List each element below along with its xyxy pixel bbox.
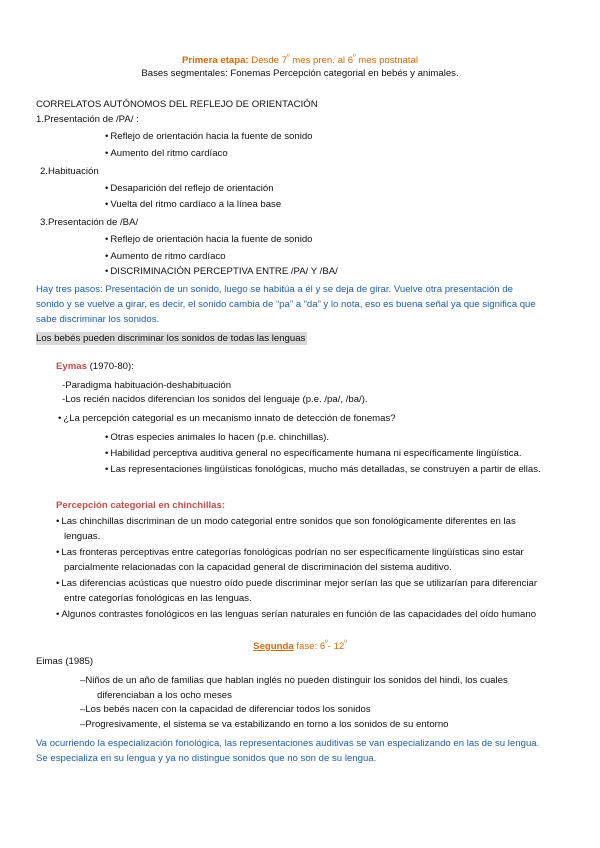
eimas-heading: Eimas (1985) xyxy=(36,656,94,667)
author-name: Eymas xyxy=(56,361,87,372)
eymas-heading: Eymas (1970-80): xyxy=(56,361,134,372)
eymas-line: -Los recién nacidos diferencian los sonidos del lenguaje (p.e. /pa/, /ba/). xyxy=(62,394,368,405)
note-line: sabe discriminar los sonidos. xyxy=(36,314,160,325)
chinchillas-heading: Percepción categorial en chinchillas: xyxy=(56,500,226,511)
list-item: • Las diferencias acústicas que nuestro oído puede discriminar mejor serían las que se utilizarían para diferenciar xyxy=(56,578,537,590)
list-item: • Las fronteras perceptivas entre categorías fonológicas podrían no ser específicamente lingüísticas sino estar xyxy=(56,547,524,559)
phase-label: Segunda xyxy=(253,641,294,653)
stage-subtitle: Bases segmentales: Fonemas Percepción categorial en bebés y animales. xyxy=(141,68,459,79)
list-item: • Las representaciones lingüísticas fonológicas, mucho más detalladas, se construyen a partir de ellas. xyxy=(105,464,541,476)
list-item: • DISCRIMINACIÓN PERCEPTIVA ENTRE /PA/ Y /BA/ xyxy=(105,266,338,278)
dash-item-continuation: diferenciaban a los ocho meses xyxy=(97,690,232,701)
note-line: Se especializa en su lengua y ya no distingue sonidos que no son de su lengua. xyxy=(36,753,377,764)
note-line: Va ocurriendo la especialización fonológica, las representaciones auditivas se van especializando en las de su lengua. xyxy=(36,738,540,749)
list-item: • Reflejo de orientación hacia la fuente de sonido xyxy=(105,131,313,143)
list-item: • Otras especies animales lo hacen (p.e. chinchillas). xyxy=(105,432,329,444)
list-item: • Vuelta del ritmo cardíaco a la línea base xyxy=(105,199,281,211)
stage-title: Primera etapa: Desde $7^º$ mes pren. al $6^º$ mes postnatal xyxy=(181,54,419,67)
list-item: • Aumento de ritmo cardíaco xyxy=(105,251,226,263)
highlighted-statement: Los bebés pueden discriminar los sonidos de todas las lenguas xyxy=(36,333,306,344)
stage-label: Primera etapa: xyxy=(181,55,249,67)
list-item: • Algunos contrastes fonológicos en las lenguas serían naturales en función de las capacidades del oído humano xyxy=(56,609,536,621)
dash-item: –Progresivamente, el sistema se va estabilizando en torno a los sonidos de su entorno xyxy=(80,719,449,730)
eymas-line: -Paradigma habituación-deshabituación xyxy=(62,380,232,391)
step-2-title: 2.Habituación xyxy=(40,166,99,177)
step-3-title: 3.Presentación de /BA/ xyxy=(40,217,139,228)
list-item-continuation: lenguas. xyxy=(64,531,101,542)
dash-item: –Niños de un año de familias que hablan inglés no pueden distinguir los sonidos del hindi, los cuales xyxy=(80,675,508,686)
list-item: • Las chinchillas discriminan de un modo categorial entre sonidos que son fonológicamente diferentes en las xyxy=(56,516,516,528)
list-item: • Habilidad perceptiva auditiva general no específicamente humana ni específicamente lingüística. xyxy=(105,448,522,460)
note-line: sonido y se vuelve a girar, es decir, el sonido cambia de “pa” a “da” y lo nota, eso es buena señal ya que significa que xyxy=(36,299,536,310)
list-item-continuation: entre categorías fonológicas en las lenguas. xyxy=(64,593,252,604)
eymas-question: • ¿La percepción categorial es un mecanismo innato de detección de fonemas? xyxy=(58,413,396,425)
phase-title: Segunda fase: $6^º-$ $12^º$ xyxy=(253,640,347,653)
list-item: • Reflejo de orientación hacia la fuente de sonido xyxy=(105,234,313,246)
section-heading: CORRELATOS AUTÓNOMOS DEL REFLEJO DE ORIENTACIÓN xyxy=(36,99,318,110)
dash-item: –Los bebés nacen con la capacidad de diferenciar todos los sonidos xyxy=(80,704,371,715)
step-1-title: 1.Presentación de /PA/ : xyxy=(36,114,139,125)
note-line: Hay tres pasos: Presentación de un sonido, luego se habitúa a él y se deja de girar. Vuelve otra presentación de xyxy=(36,284,513,295)
list-item: • Aumento del ritmo cardíaco xyxy=(105,148,228,160)
list-item-continuation: parcialmente relacionadas con la capacidad general de discriminación del sistema auditivo. xyxy=(64,562,452,573)
list-item: • Desaparición del reflejo de orientación xyxy=(105,183,274,195)
